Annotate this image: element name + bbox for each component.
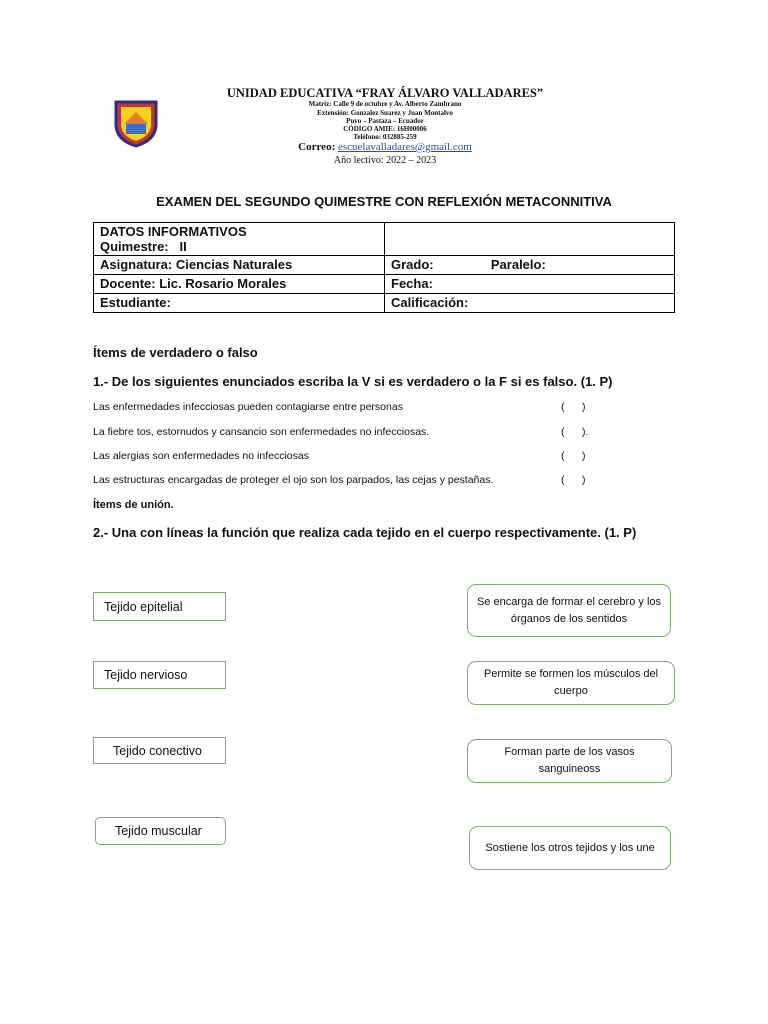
- function-vasos[interactable]: Forman parte de los vasos sanguineoss: [467, 739, 672, 783]
- section2-heading: Ítems de unión.: [93, 499, 174, 511]
- email-label: Correo:: [298, 141, 336, 153]
- calificacion-cell: Calificación:: [385, 294, 675, 313]
- empty-cell: [385, 223, 675, 256]
- location-line: Puyo – Pastaza – Ecuador: [346, 117, 424, 125]
- email-line: [180, 141, 590, 153]
- amie-line: CÓDIGO AMIE: 16H00006: [343, 125, 427, 133]
- tissue-muscular[interactable]: Tejido muscular: [95, 817, 226, 845]
- matriz-line: Matriz: Calle 9 de octubre y Av. Alberto Zambrano: [308, 100, 462, 108]
- tf-blank-3[interactable]: ( ): [561, 450, 586, 462]
- fecha-cell: Fecha:: [385, 275, 675, 294]
- school-logo: [112, 98, 160, 148]
- tf-blank-1[interactable]: ( ): [561, 401, 586, 413]
- estudiante-cell: Estudiante:: [94, 294, 385, 313]
- section1-question: 1.- De los siguientes enunciados escriba la V si es verdadero o la F si es falso. (1. P): [93, 374, 613, 389]
- info-table: [93, 222, 675, 313]
- datos-cell: [94, 223, 385, 256]
- datos-label: DATOS INFORMATIVOS: [100, 224, 247, 239]
- email-link[interactable]: escuelavalladares@gmail.com: [337, 141, 472, 153]
- docente-cell: Docente: Lic. Rosario Morales: [94, 275, 385, 294]
- function-musculos[interactable]: Permite se formen los músculos del cuerpo: [467, 661, 675, 705]
- tf-item-2: La fiebre tos, estornudos y cansancio son enfermedades no infecciosas.: [93, 426, 430, 438]
- paralelo-label: Paralelo:: [490, 257, 546, 272]
- tf-blank-2[interactable]: ( ).: [561, 426, 589, 438]
- tf-item-4: Las estructuras encargadas de proteger el ojo son los parpados, las cejas y pestañas.: [93, 474, 494, 486]
- tissue-nervioso[interactable]: Tejido nervioso: [93, 661, 226, 689]
- function-sostiene[interactable]: Sostiene los otros tejidos y los une: [469, 826, 671, 870]
- exam-title: EXAMEN DEL SEGUNDO QUIMESTRE CON REFLEXIÓN METACONNITIVA: [156, 194, 612, 209]
- extension-line: Extensión: Gonzalez Suarez y Juan Montalvo: [317, 109, 453, 117]
- section2-question: 2.- Una con líneas la función que realiza cada tejido en el cuerpo respectivamente. (1. P): [93, 525, 637, 540]
- grado-cell: [385, 256, 675, 275]
- tf-item-1: Las enfermedades infecciosas pueden contagiarse entre personas: [93, 401, 403, 413]
- school-year: Año lectivo: 2022 – 2023: [333, 155, 437, 166]
- tf-blank-4[interactable]: ( ): [561, 474, 586, 486]
- section1-heading: Ítems de verdadero o falso: [93, 345, 258, 360]
- grado-label: Grado:: [391, 257, 434, 272]
- tissue-conectivo[interactable]: Tejido conectivo: [93, 737, 226, 764]
- school-name: UNIDAD EDUCATIVA “FRAY ÁLVARO VALLADARES”: [226, 86, 544, 100]
- tissue-epitelial[interactable]: Tejido epitelial: [93, 592, 226, 621]
- quimestre-label: Quimestre: II: [100, 239, 187, 254]
- function-cerebro[interactable]: Se encarga de formar el cerebro y los órganos de los sentidos: [467, 584, 671, 637]
- tf-item-3: Las alergias son enfermedades no infecciosas: [93, 450, 309, 462]
- phone-line: Teléfono: 032885-259: [353, 133, 417, 141]
- asignatura-cell: Asignatura: Ciencias Naturales: [94, 256, 385, 275]
